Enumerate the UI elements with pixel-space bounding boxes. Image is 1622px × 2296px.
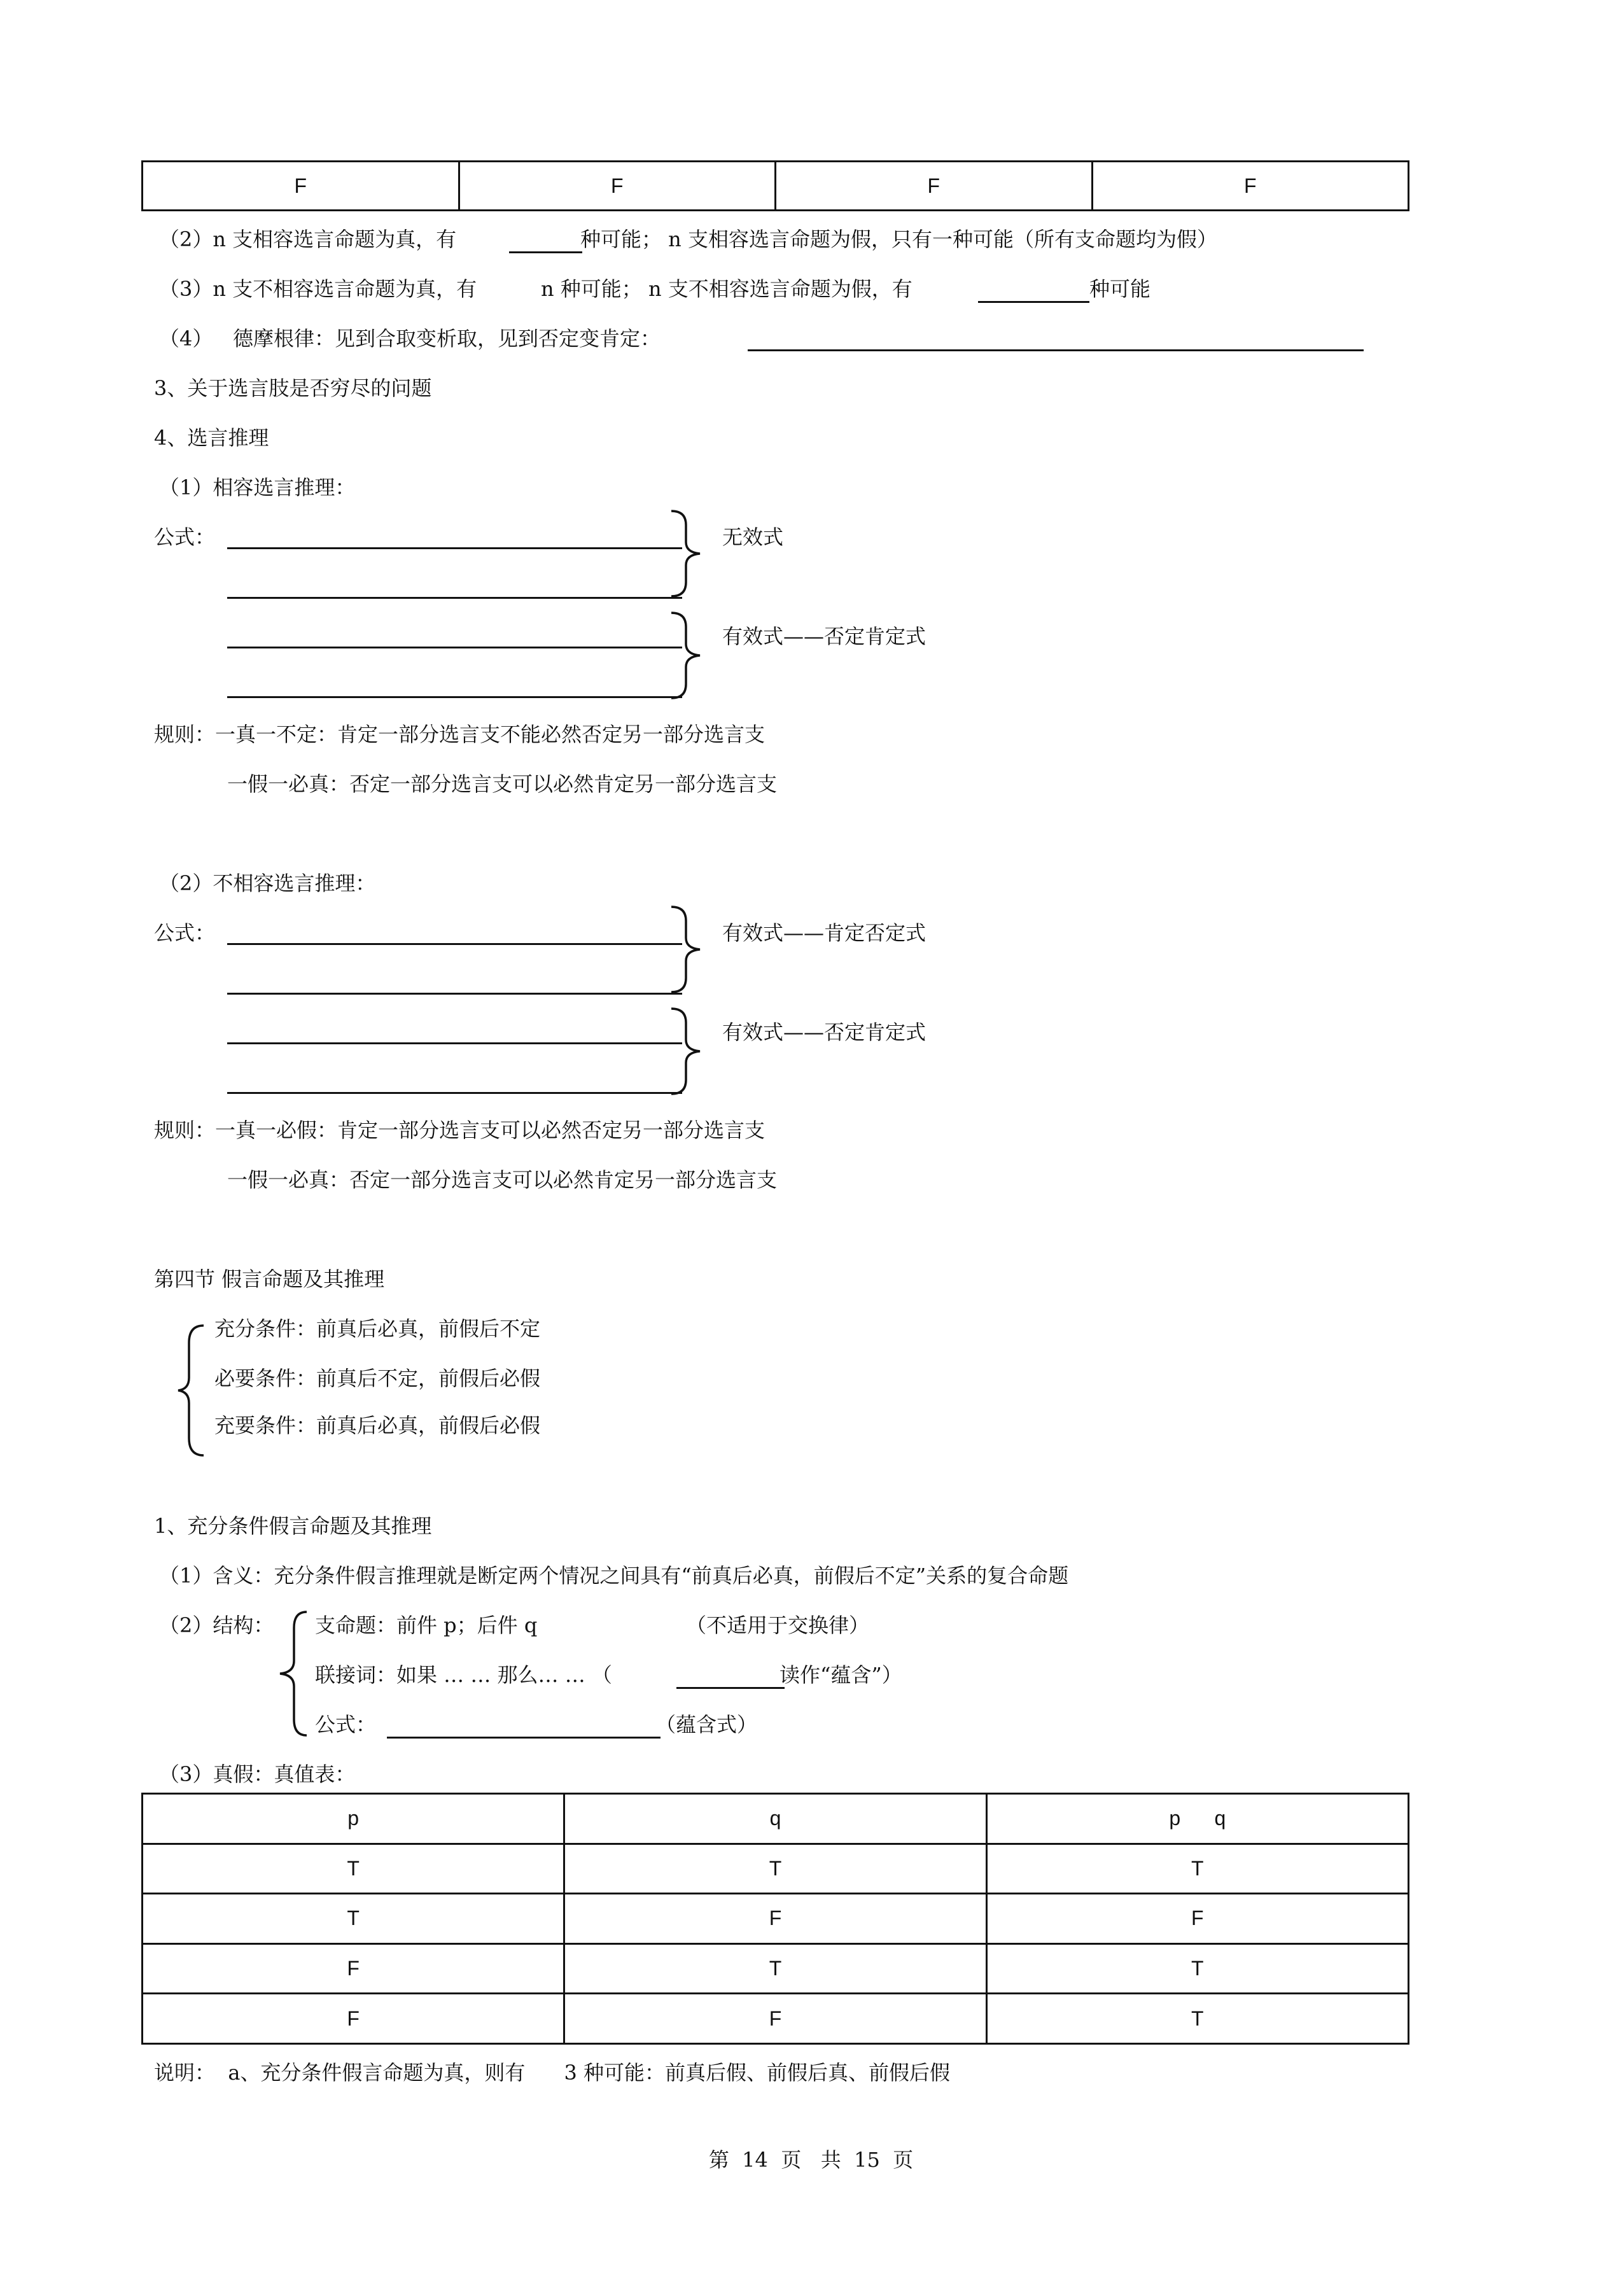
para-2-3-c: 种可能	[1089, 277, 1151, 301]
section-4-item: 必要条件：前真后不定，前假后必假	[214, 1366, 541, 1390]
table-header: p	[143, 1794, 564, 1844]
table-cell: F	[143, 1994, 564, 2044]
blank-line	[748, 349, 1364, 351]
table-cell: T	[564, 1844, 986, 1894]
para-2-2-a: （2）n 支相容选言命题为真，有	[159, 227, 457, 251]
left-brace-icon	[175, 1324, 210, 1457]
incompat-brace1-label: 有效式——肯定否定式	[722, 921, 926, 945]
table-cell: T	[143, 1894, 564, 1944]
structure-connective: 联接词：如果 … … 那么… … （	[315, 1663, 612, 1687]
incompat-title: （2）不相容选言推理：	[159, 871, 376, 895]
compat-brace1-label: 无效式	[722, 525, 784, 549]
formula-blank	[227, 1092, 682, 1094]
subsection-1-title: 1、充分条件假言命题及其推理	[154, 1514, 432, 1538]
structure-label: （2）结构：	[159, 1613, 274, 1637]
formula-blank	[227, 696, 682, 698]
left-brace-icon	[274, 1610, 312, 1737]
compat-brace2-label: 有效式——否定肯定式	[722, 624, 926, 648]
structure-formula-tail: （蕴含式）	[655, 1712, 758, 1737]
table-cell: F	[143, 162, 459, 211]
para-2-4-b: 德摩根律：见到合取变析取，见到否定变肯定：	[233, 326, 661, 351]
compat-title: （1）相容选言推理：	[159, 475, 356, 500]
table-header: p q	[986, 1794, 1408, 1844]
structure-connective-tail: 读作“蕴含”）	[780, 1663, 902, 1687]
table-cell: F	[1092, 162, 1409, 211]
brace-icon	[668, 509, 706, 598]
incompat-rule2: 一假一必真：否定一部分选言支可以必然肯定另一部分选言支	[227, 1168, 778, 1192]
table-row	[143, 1844, 1409, 1894]
section-4-title: 第四节 假言命题及其推理	[154, 1267, 385, 1291]
table-row	[143, 1894, 1409, 1944]
compat-formula-label: 公式：	[154, 525, 216, 549]
table-cell: F	[143, 1943, 564, 1994]
brace-icon	[668, 611, 706, 700]
table-cell: F	[459, 162, 776, 211]
blank-line	[387, 1737, 661, 1739]
table-cell: F	[564, 1994, 986, 2044]
table-cell: T	[986, 1844, 1408, 1894]
table-cell: F	[986, 1894, 1408, 1944]
formula-blank	[227, 943, 682, 945]
formula-blank	[227, 647, 682, 648]
formula-blank	[227, 597, 682, 599]
structure-sub: 支命题：前件 p；后件 q	[315, 1613, 538, 1637]
truth-table-title: （3）真假：真值表：	[159, 1762, 356, 1786]
para-2-2-b: 种可能； n 支相容选言命题为假，只有一种可能（所有支命题均为假）	[580, 227, 1217, 251]
formula-blank	[227, 993, 682, 995]
top-truth-table	[141, 160, 1409, 211]
heading-4: 4、选言推理	[154, 426, 269, 450]
section-4-item: 充分条件：前真后必真，前假后不定	[214, 1317, 541, 1341]
note-text: 说明： a、充分条件假言命题为真，则有 3 种可能：前真后假、前假后真、前假后假	[154, 2061, 950, 2085]
blank-line	[978, 301, 1089, 303]
compat-rule1: 规则：一真一不定：肯定一部分选言支不能必然否定另一部分选言支	[154, 722, 766, 746]
table-row	[143, 1994, 1409, 2044]
blank-line	[509, 251, 582, 253]
meaning-text: （1）含义：充分条件假言推理就是断定两个情况之间具有“前真后必真，前假后不定”关系的复合命题	[159, 1564, 1069, 1588]
table-cell: T	[564, 1943, 986, 1994]
truth-table	[141, 1793, 1409, 2045]
page-footer: 第 14 页 共 15 页	[708, 2148, 914, 2172]
incompat-rule1: 规则：一真一必假：肯定一部分选言支可以必然否定另一部分选言支	[154, 1118, 766, 1142]
formula-blank	[227, 547, 682, 549]
compat-rule2: 一假一必真：否定一部分选言支可以必然肯定另一部分选言支	[227, 772, 778, 796]
table-header: q	[564, 1794, 986, 1844]
formula-blank	[227, 1042, 682, 1044]
structure-formula: 公式：	[315, 1712, 377, 1737]
para-2-3-b: n 种可能； n 支不相容选言命题为假，有	[541, 277, 912, 301]
incompat-formula-label: 公式：	[154, 921, 216, 945]
incompat-brace2-label: 有效式——否定肯定式	[722, 1020, 926, 1044]
brace-icon	[668, 905, 706, 994]
table-cell: T	[143, 1844, 564, 1894]
table-cell: F	[776, 162, 1093, 211]
table-cell: T	[986, 1994, 1408, 2044]
structure-sub-note: （不适用于交换律）	[686, 1613, 870, 1637]
table-row	[143, 1943, 1409, 1994]
brace-icon	[668, 1007, 706, 1096]
table-cell: F	[564, 1894, 986, 1944]
heading-3: 3、关于选言肢是否穷尽的问题	[154, 376, 432, 400]
para-2-4-a: （4）	[159, 326, 213, 351]
section-4-item: 充要条件：前真后必真，前假后必假	[214, 1413, 541, 1438]
para-2-3-a: （3）n 支不相容选言命题为真，有	[159, 277, 477, 301]
blank-line	[676, 1687, 785, 1689]
table-cell: T	[986, 1943, 1408, 1994]
